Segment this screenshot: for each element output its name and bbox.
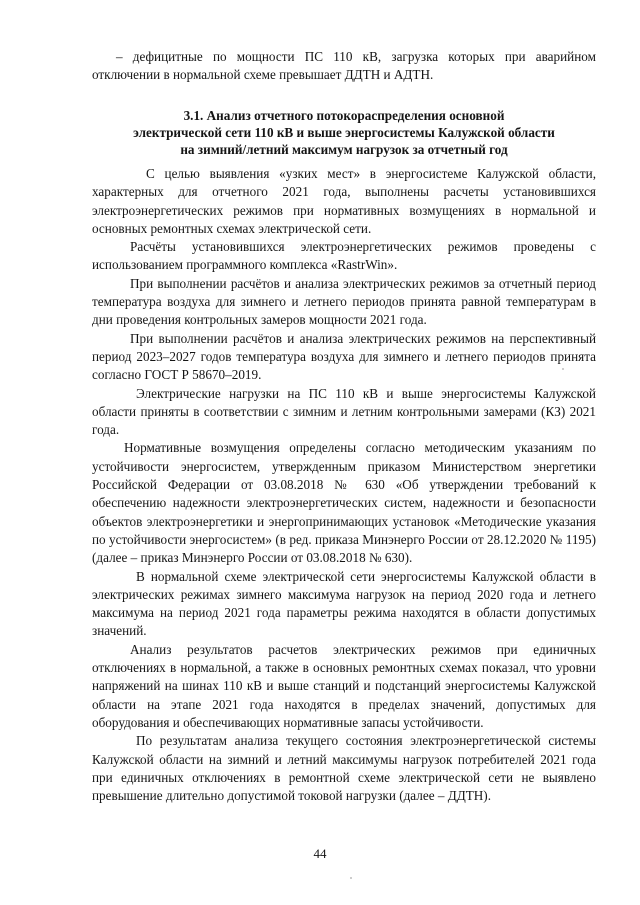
intro-line-2: отключении в нормальной схеме превышает ДДТН и АДТН. (92, 67, 434, 83)
page-number: 44 (313, 846, 327, 861)
paragraph-3: При выполнении расчётов и анализа электрических режимов за отчетный период температура воздуха для зимнего и летнего периодов принята равной температурам в дни проведения контрольных замеров мощности 2021 года. (92, 275, 596, 328)
intro-list-item (92, 48, 596, 84)
paragraph-5: Электрические нагрузки на ПС 110 кВ и выше энергосистемы Калужской области приняты в соответствии с зимним и летним контрольными замерами (КЗ) 2021 года. (92, 385, 596, 438)
paragraph-9: По результатам анализа текущего состояния электроэнергетической системы Калужской области на зимний и летний максимумы нагрузок потребителей 2021 года при единичных отключениях в ремонтной схеме электрической сети не выявлено превышение длительно допустимой токовой нагрузки (далее – ДДТН). (92, 733, 596, 804)
intro-line-1: – дефицитные по мощности ПС 110 кВ, загрузка которых при аварийном (116, 49, 596, 64)
heading-line-3: на зимний/летний максимум нагрузок за отчетный год (180, 142, 508, 157)
paragraph-6: Нормативные возмущения определены согласно методическим указаниям по устойчивости энергосистем, утвержденным приказом Министерством энергетики Российской Федерации от 03.08.2018 № 630 «Об утверждении требований к обеспечению надежности электроэнергетических систем, надежности и безопасности объектов электроэнергетики и энергопринимающих установок «Методические указания по устойчивости энергосистем» (в ред. приказа Минэнерго России от 28.12.2020 № 1195) (далее – приказ Минэнерго России от 03.08.2018 № 630). (92, 440, 596, 566)
heading-line-1: 3.1. Анализ отчетного потокораспределения основной (183, 108, 505, 123)
paragraph-4: При выполнении расчётов и анализа электрических режимов на перспективный период 2023–2027 годов температура воздуха для зимнего и летнего периодов принята согласно ГОСТ Р 58670–2019. (92, 330, 596, 383)
section-body (92, 165, 596, 805)
paragraph-2: Расчёты установившихся электроэнергетических режимов проведены с использованием программного комплекса «RastrWin». (92, 239, 596, 273)
paragraph-8: Анализ результатов расчетов электрических режимов при единичных отключениях в нормальной, а также в основных ремонтных схемах показал, что уровни напряжений на шинах 110 кВ и выше станций и подстанций энергосистемы Калужской области на этапе 2021 года находятся в пределах значений, допустимых для оборудования и обеспечивающих нормативные запасы устойчивости. (92, 641, 596, 730)
paragraph-1: С целью выявления «узких мест» в энергосистеме Калужской области, характерных для отчетного 2021 года, выполнены расчеты установившихся электроэнергетических режимов при нормативных возмущениях в нормальной и основных ремонтных схемах электрической сети. (92, 166, 596, 236)
heading-line-2: электрической сети 110 кВ и выше энергосистемы Калужской области (133, 125, 555, 140)
section-heading (92, 107, 596, 158)
scan-speck (350, 877, 352, 879)
paragraph-7: В нормальной схеме электрической сети энергосистемы Калужской области в электрических режимах зимнего максимума нагрузок на период 2020 года и летнего максимума на период 2021 года параметры режима находятся в области допустимых значений. (92, 568, 596, 639)
scan-speck (562, 368, 564, 370)
